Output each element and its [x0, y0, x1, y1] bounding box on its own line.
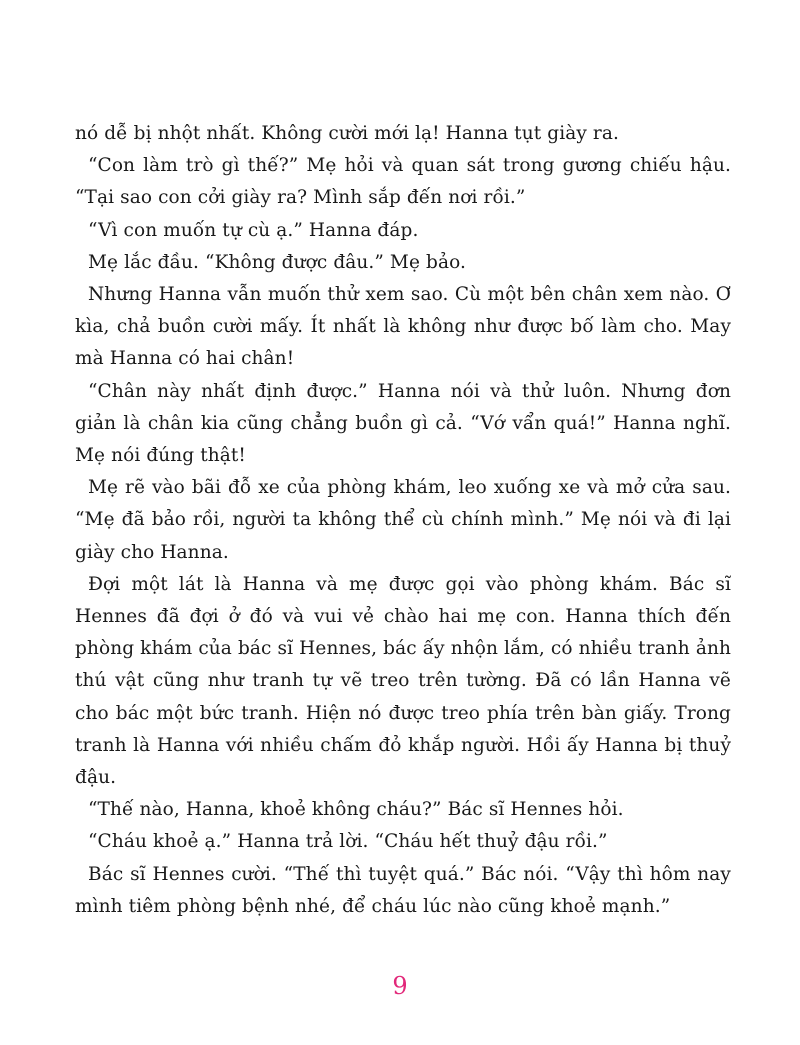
paragraph: Mẹ lắc đầu. “Không được đâu.” Mẹ bảo.	[88, 251, 466, 273]
paragraph: Nhưng Hanna vẫn muốn thử xem sao. Cù một bên chân xem nào. Ơ kìa, chả buồn cười mấy. Ít nhất là không như được bố làm cho. May mà Hanna có hai chân!	[75, 284, 731, 370]
paragraph: “Thế nào, Hanna, khoẻ không cháu?” Bác sĩ Hennes hỏi.	[88, 799, 624, 821]
paragraph: “Chân này nhất định được.” Hanna nói và thử luôn. Nhưng đơn giản là chân kia cũng chẳng buồn gì cả. “Vớ vẩn quá!” Hanna nghĩ. Mẹ nói đúng thật!	[75, 380, 731, 467]
paragraph: “Vì con muốn tự cù ạ.” Hanna đáp.	[88, 219, 419, 241]
paragraph: “Con làm trò gì thế?” Mẹ hỏi và quan sát trong gương chiếu hậu. “Tại sao con cởi giày ra? Mình sắp đến nơi rồi.”	[75, 155, 731, 209]
paragraph: “Cháu khoẻ ạ.” Hanna trả lời. “Cháu hết thuỷ đậu rồi.”	[88, 831, 608, 853]
story-text	[75, 118, 731, 923]
paragraph: Bác sĩ Hennes cười. “Thế thì tuyệt quá.” Bác nói. “Vậy thì hôm nay mình tiêm phòng bệnh nhé, để cháu lúc nào cũng khoẻ mạnh.”	[75, 863, 731, 917]
page-number: 9	[392, 972, 408, 1000]
paragraph: Đợi một lát là Hanna và mẹ được gọi vào phòng khám. Bác sĩ Hennes đã đợi ở đó và vui vẻ chào hai mẹ con. Hanna thích đến phòng khám của bác sĩ Hennes, bác ấy nhộn lắm, có nhiều tranh ảnh thú vật cũng như tranh tự vẽ treo trên tường. Đã có lần Hanna vẽ cho bác một bức tranh. Hiện nó được treo phía trên bàn giấy. Trong tranh là Hanna với nhiều chấm đỏ khắp người. Hồi ấy Hanna bị thuỷ đậu.	[75, 573, 731, 789]
paragraph: Mẹ rẽ vào bãi đỗ xe của phòng khám, leo xuống xe và mở cửa sau. “Mẹ đã bảo rồi, người ta không thể cù chính mình.” Mẹ nói và đi lại giày cho Hanna.	[75, 477, 731, 563]
paragraph: nó dễ bị nhột nhất. Không cười mới lạ! Hanna tụt giày ra.	[75, 123, 619, 144]
